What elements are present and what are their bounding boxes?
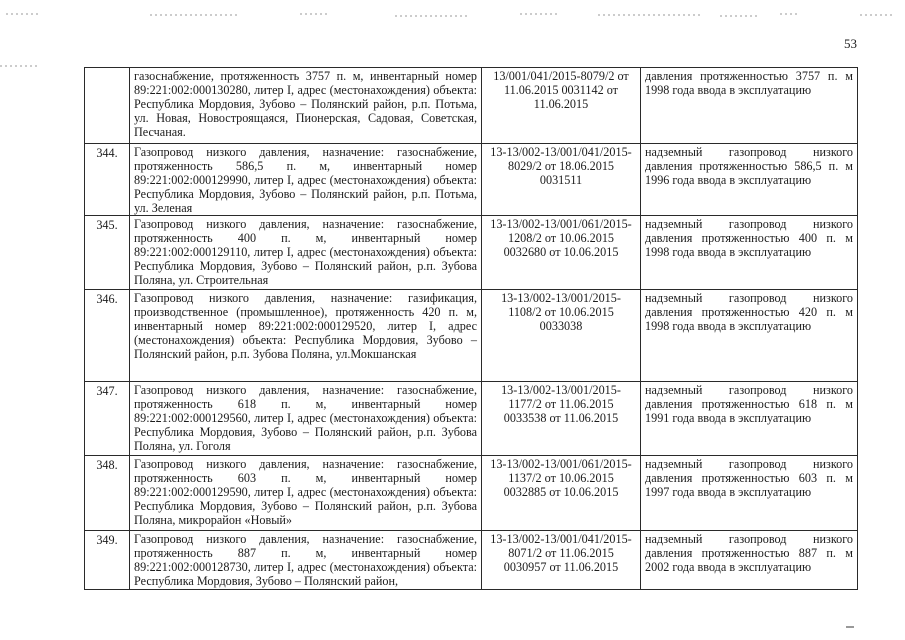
object-characteristics: надземный газопровод низкого давления протяженностью 586,5 п. м 1996 года ввода в эксплуатацию xyxy=(641,144,858,216)
object-description: Газопровод низкого давления, назначение: газификация, производственное (промышленное), протяженность 420 п. м, инвентарный номер 89:221:002:000129520, литер I, адрес (местонахождения) объекта: Республика Мордовия, Зубово – Полянский район, р.п. Зубова Поляна, ул.Мокшанская xyxy=(130,290,482,382)
row-number: 349. xyxy=(85,531,130,590)
row-number: 345. xyxy=(85,216,130,290)
registration-record: 13-13/002-13/001/041/2015-8029/2 от 18.06.2015 0031511 xyxy=(482,144,641,216)
object-description: Газопровод низкого давления, назначение: газоснабжение, протяженность 400 п. м, инвентарный номер 89:221:002:000129110, литер I, адрес (местонахождения) объекта: Республика Мордовия, Зубово – Полянский район, р.п. Зубова Поляна, ул. Строительная xyxy=(130,216,482,290)
object-description: Газопровод низкого давления, назначение: газоснабжение, протяженность 603 п. м, инвентарный номер 89:221:002:000129590, литер I, адрес (местонахождения) объекта: Республика Мордовия, Зубово – Полянский район, р.п. Зубова Поляна, микрорайон «Новый» xyxy=(130,456,482,531)
table-row xyxy=(85,531,858,590)
property-registry-table xyxy=(84,67,858,590)
row-number: 348. xyxy=(85,456,130,531)
table-row xyxy=(85,68,858,144)
object-description: Газопровод низкого давления, назначение: газоснабжение, протяженность 586,5 п. м, инвентарный номер 89:221:002:000129990, литер I, адрес (местонахождения) объекта: Республика Мордовия, Зубово – Полянский район, р.п. Потьма, ул. Зеленая xyxy=(130,144,482,216)
registration-record: 13/001/041/2015-8079/2 от 11.06.2015 0031142 от 11.06.2015 xyxy=(482,68,641,144)
registration-record: 13-13/002-13/001/2015-1177/2 от 11.06.2015 0033538 от 11.06.2015 xyxy=(482,382,641,456)
object-characteristics: надземный газопровод низкого давления протяженностью 400 п. м 1998 года ввода в эксплуатацию xyxy=(641,216,858,290)
table-row xyxy=(85,456,858,531)
table-row xyxy=(85,290,858,382)
object-characteristics: надземный газопровод низкого давления протяженностью 618 п. м 1991 года ввода в эксплуатацию xyxy=(641,382,858,456)
object-description: Газопровод низкого давления, назначение: газоснабжение, протяженность 887 п. м, инвентарный номер 89:221:002:000128730, литер I, адрес (местонахождения) объекта: Республика Мордовия, Зубово – Полянский район, xyxy=(130,531,482,590)
table-row xyxy=(85,216,858,290)
page-number: 53 xyxy=(844,36,857,51)
registration-record: 13-13/002-13/001/061/2015-1208/2 от 10.06.2015 0032680 от 10.06.2015 xyxy=(482,216,641,290)
object-characteristics: надземный газопровод низкого давления протяженностью 420 п. м 1998 года ввода в эксплуатацию xyxy=(641,290,858,382)
object-description: Газопровод низкого давления, назначение: газоснабжение, протяженность 618 п. м, инвентарный номер 89:221:002:000129560, литер I, адрес (местонахождения) объекта: Республика Мордовия, Зубово – Полянский район, р.п. Зубова Поляна, ул. Гоголя xyxy=(130,382,482,456)
row-number: 344. xyxy=(85,144,130,216)
object-description: газоснабжение, протяженность 3757 п. м, инвентарный номер 89:221:002:000130280, литер I, адрес (местонахождения) объекта: Республика Мордовия, Зубово – Полянский район, р.п. Потьма, ул. Новая, Новостроящаяся, Пионерская, Садовая, Советская, Песчаная. xyxy=(130,68,482,144)
registration-record: 13-13/002-13/001/061/2015-1137/2 от 10.06.2015 0032885 от 10.06.2015 xyxy=(482,456,641,531)
scan-artifacts xyxy=(0,0,905,70)
object-characteristics: надземный газопровод низкого давления протяженностью 603 п. м 1997 года ввода в эксплуатацию xyxy=(641,456,858,531)
row-number: 347. xyxy=(85,382,130,456)
row-number xyxy=(85,68,130,144)
row-number: 346. xyxy=(85,290,130,382)
registration-record: 13-13/002-13/001/041/2015-8071/2 от 11.06.2015 0030957 от 11.06.2015 xyxy=(482,531,641,590)
table-row xyxy=(85,382,858,456)
registration-record: 13-13/002-13/001/2015-1108/2 от 10.06.2015 0033038 xyxy=(482,290,641,382)
scan-mark xyxy=(846,626,854,628)
object-characteristics: давления протяженностью 3757 п. м 1998 года ввода в эксплуатацию xyxy=(641,68,858,144)
object-characteristics: надземный газопровод низкого давления протяженностью 887 п. м 2002 года ввода в эксплуатацию xyxy=(641,531,858,590)
table-row xyxy=(85,144,858,216)
